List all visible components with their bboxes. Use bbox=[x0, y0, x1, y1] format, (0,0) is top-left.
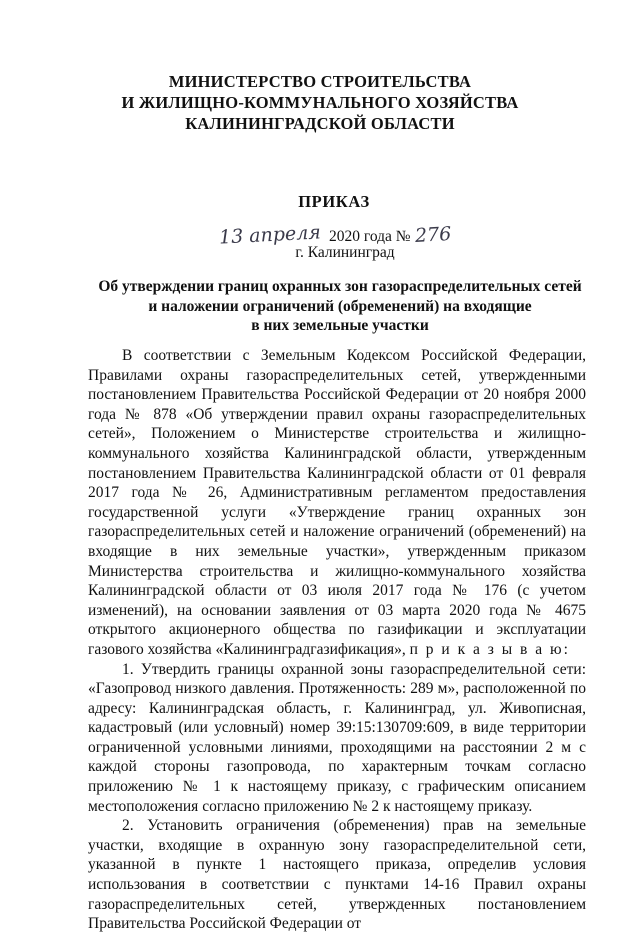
order-directive-word: п р и к а з ы в а ю: bbox=[409, 640, 570, 658]
order-year-text: 2020 года № bbox=[329, 228, 411, 245]
preamble-text: В соответствии с Земельным Кодексом Российской Федерации, Правилами охраны газораспределительных сетей, утвержденными постановлением Правительства Российской Федерации от 20 ноября 2000 года № 878 «Об утверждении правил охраны газораспределительных сетей», Положением о Министерстве строительства и жилищно-коммунального хозяйства Калининградской области, утвержденным постановлением Правительства Калининградской области от 01 февраля 2017 года № 26, Административным регламентом предоставления государственной услуги «Утверждение границ охранных зон газораспределительных сетей и наложение ограничений (обременений) на входящие в них земельные участки», утвержденным приказом Министерства строительства и жилищно-коммунального хозяйства Калининградской области от 03 июля 2017 года № 176 (с учетом изменений), на основании заявления от 03 марта 2020 года № 4675 открытого акционерного общества по газификации и эксплуатации газового хозяйства «Калининградгазификация», bbox=[88, 347, 586, 658]
subject-line-1: Об утверждении границ охранных зон газораспределительных сетей bbox=[98, 278, 582, 295]
order-item-1: 1. Утвердить границы охранной зоны газораспределительной сети: «Газопровод низкого давления. Протяженность: 289 м», расположенной по адресу: Калининградская область, г. Калининград, ул. Живописная, кадастровый (или условный) номер 39:15:130709:609, в виде территории ограниченной условными линиями, проходящими на расстоянии 2 м с каждой стороны газопровода, по характерным точкам согласно приложению № 1 к настоящему приказу, с графическим описанием местоположения согласно приложению № 2 к настоящему приказу. bbox=[88, 660, 586, 815]
order-city: г. Калининград bbox=[295, 244, 395, 261]
handwritten-order-number: 276 bbox=[414, 223, 452, 247]
handwritten-date: 13 апреля bbox=[218, 221, 322, 249]
ministry-name-line-1: МИНИСТЕРСТВО СТРОИТЕЛЬСТВА bbox=[168, 72, 472, 91]
subject-line-2: и наложении ограничений (обременений) на входящие bbox=[148, 298, 532, 315]
order-date-line bbox=[0, 221, 640, 249]
order-body bbox=[88, 346, 586, 934]
ministry-name-line-3: КАЛИНИНГРАДСКОЙ ОБЛАСТИ bbox=[185, 114, 455, 133]
order-item-2: 2. Установить ограничения (обременения) прав на земельные участки, входящие в охранную зону газораспределительной сети, указанной в пункте 1 настоящего приказа, определив условия использования в соответствии с пунктами 14-16 Правил охраны газораспределительных сетей, утвержденных постановлением Правительства Российской Федерации от bbox=[88, 817, 586, 933]
ministry-name-line-2: И ЖИЛИЩНО-КОММУНАЛЬНОГО ХОЗЯЙСТВА bbox=[121, 93, 519, 112]
order-title: ПРИКАЗ bbox=[298, 192, 370, 211]
subject-line-3: в них земельные участки bbox=[251, 317, 429, 334]
preamble-paragraph bbox=[88, 346, 586, 660]
